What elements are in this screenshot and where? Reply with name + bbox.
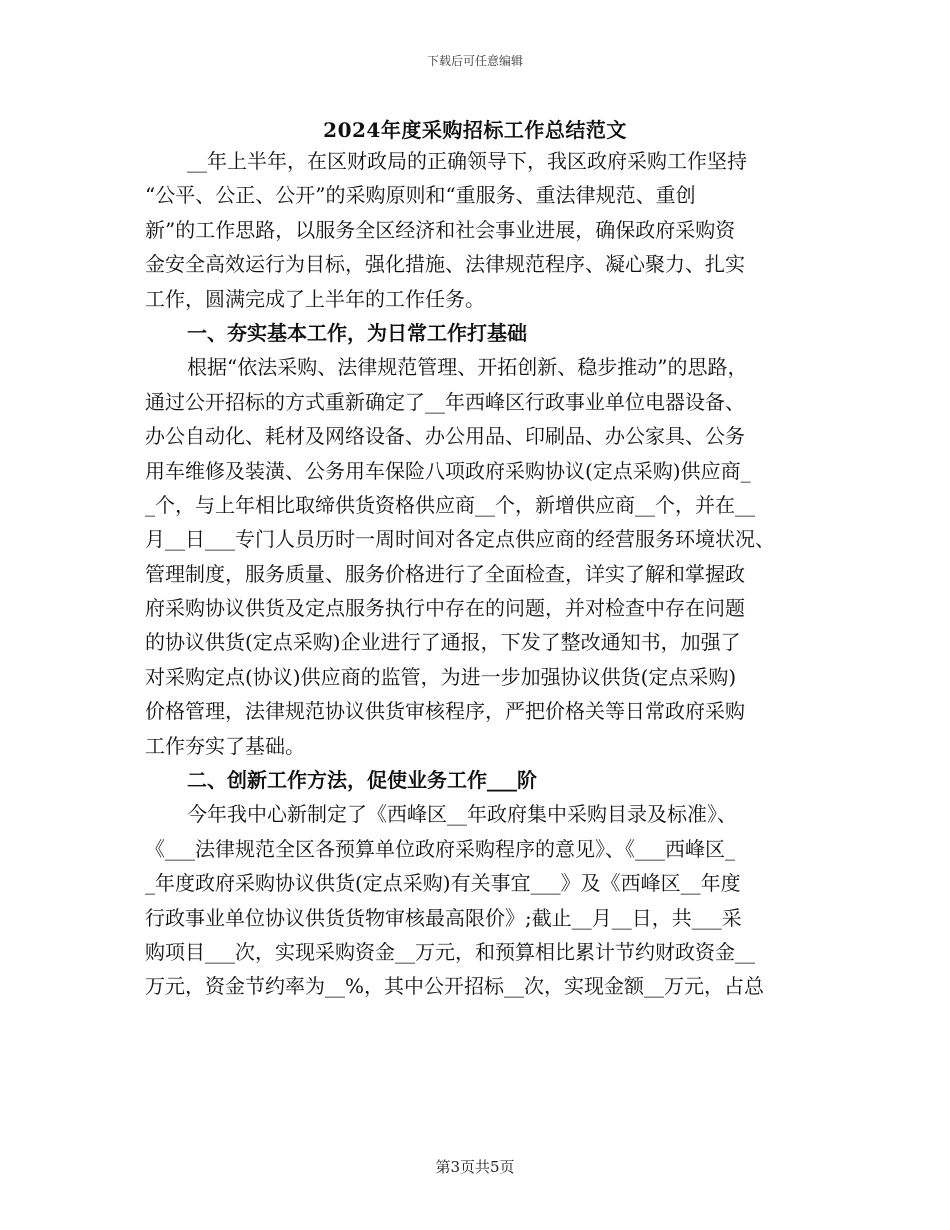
body-line: _年度政府采购协议供货(定点采购)有关事宜___》及《西峰区__年度 <box>145 871 741 896</box>
body-line: 用车维修及装潢、公务用车保险八项政府采购协议(定点采购)供应商_ <box>145 458 751 483</box>
body-line: 《___法律规范全区各预算单位政府采购程序的意见》、《___西峰区_ <box>145 836 735 861</box>
body-line: 对采购定点(协议)供应商的监管，为进一步加强协议供货(定点采购) <box>145 664 737 689</box>
body-line: 价格管理，法律规范协议供货审核程序，严把价格关等日常政府采购 <box>145 699 745 724</box>
body-line: 办公自动化、耗材及网络设备、办公用品、印刷品、办公家具、公务 <box>145 424 745 449</box>
document-body <box>145 144 815 1004</box>
body-line: 月__日___专门人员历时一周时间对各定点供应商的经营服务环境状况、 <box>145 527 775 552</box>
page-number-footer: 第3页共5页 <box>435 1158 515 1176</box>
body-line: 根据“依法采购、法律规范管理、开拓创新、稳步推动”的思路， <box>187 355 748 380</box>
body-line: 管理制度，服务质量、服务价格进行了全面检查，详实了解和掌握政 <box>145 561 745 586</box>
body-line: 工作夯实了基础。 <box>145 733 305 758</box>
body-line: 金安全高效运行为目标，强化措施、法律规范程序、凝心聚力、扎实 <box>145 252 745 277</box>
document-title: 2024年度采购招标工作总结范文 <box>323 118 627 142</box>
body-line: 今年我中心新制定了《西峰区__年政府集中采购目录及标准》、 <box>187 802 737 827</box>
body-line: 通过公开招标的方式重新确定了__年西峰区行政事业单位电器设备、 <box>145 389 745 414</box>
body-line: “公平、公正、公开”的采购原则和“重服务、重法律规范、重创 <box>145 183 696 208</box>
body-line: 新”的工作思路，以服务全区经济和社会事业进展，确保政府采购资 <box>145 217 736 242</box>
body-line: 行政事业单位协议供货货物审核最高限价》;截止__月__日，共___采 <box>145 905 742 930</box>
body-line: __年上半年，在区财政局的正确领导下，我区政府采购工作坚持 <box>187 149 747 173</box>
body-line: 府采购协议供货及定点服务执行中存在的问题，并对检查中存在问题 <box>145 596 745 621</box>
header-note: 下载后可任意编辑 <box>426 54 523 68</box>
body-line: _个，与上年相比取缔供货资格供应商__个，新增供应商__个，并在__ <box>145 492 755 517</box>
section-heading: 一、夯实基本工作，为日常工作打基础 <box>187 320 527 345</box>
body-line: 的协议供货(定点采购)企业进行了通报，下发了整改通知书，加强了 <box>145 630 741 655</box>
body-line: 购项目___次，实现采购资金__万元，和预算相比累计节约财政资金__ <box>145 939 755 964</box>
section-heading: 二、创新工作方法，促使业务工作___阶 <box>187 768 537 793</box>
body-line: 万元，资金节约率为__%，其中公开招标__次，实现金额__万元，占总 <box>145 974 765 999</box>
body-line: 工作，圆满完成了上半年的工作任务。 <box>145 286 485 311</box>
